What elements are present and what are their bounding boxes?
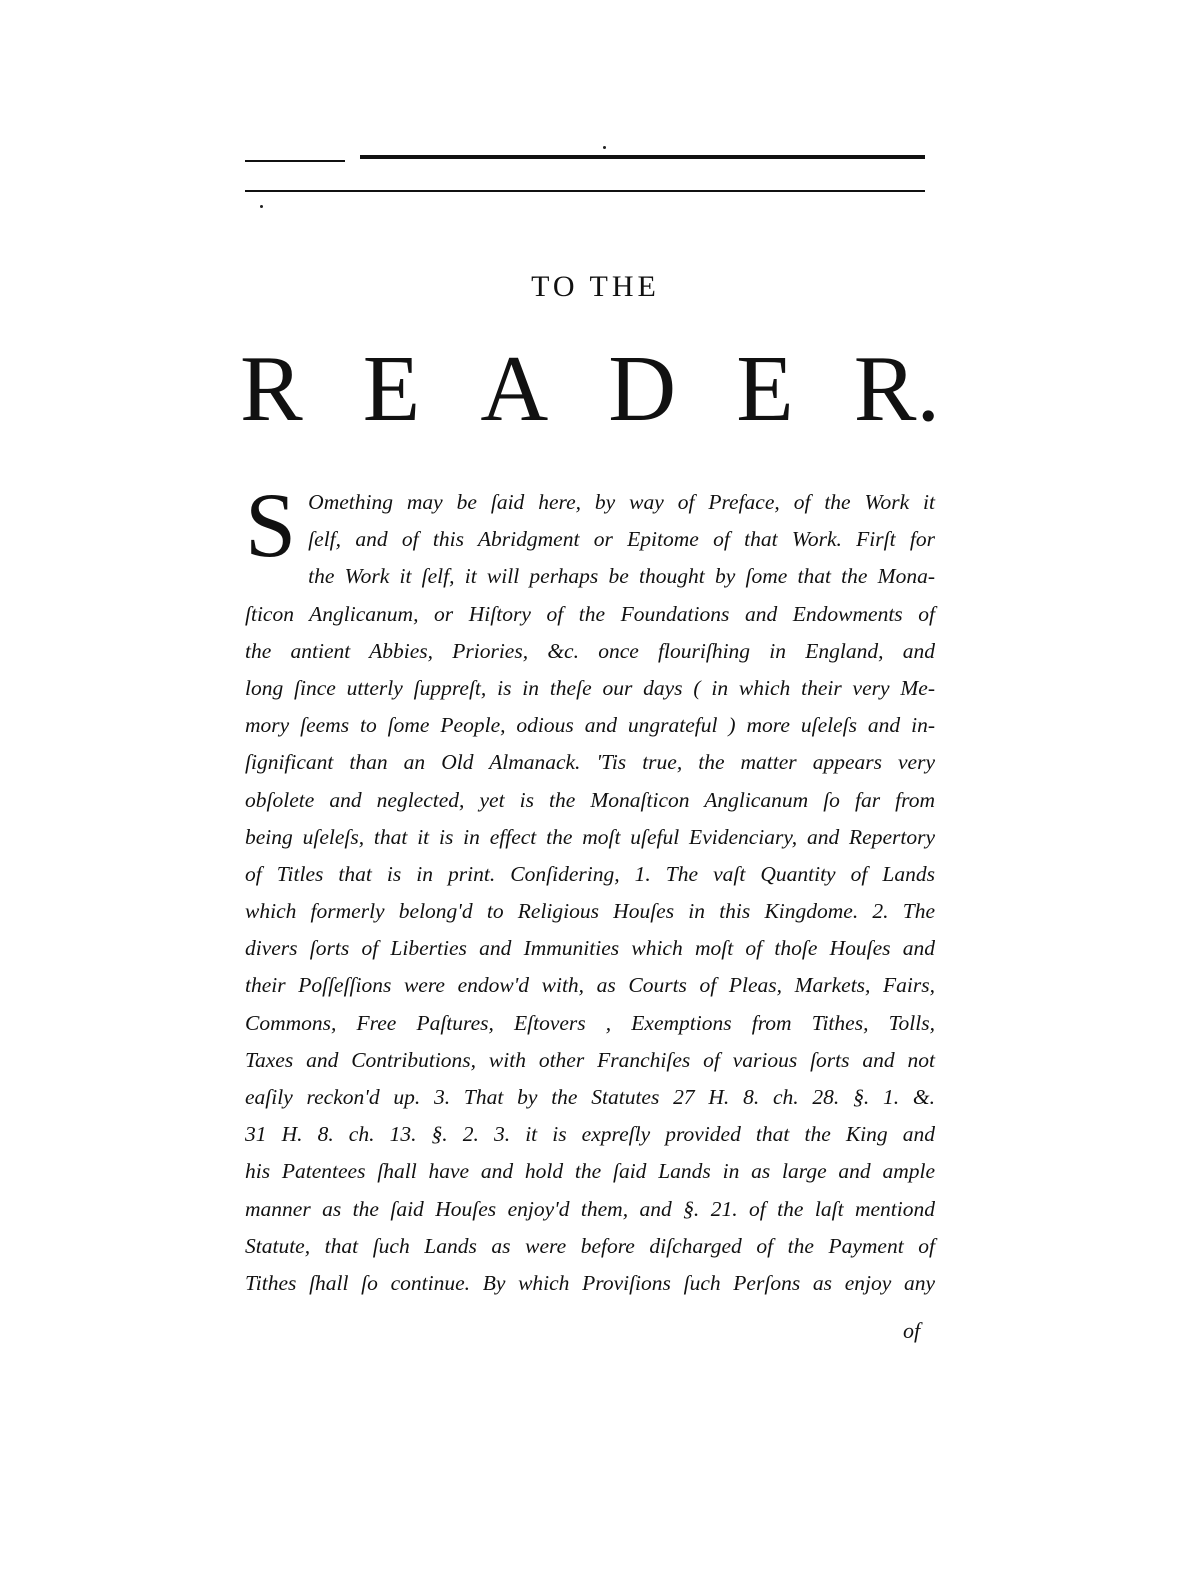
ink-speck [603, 146, 606, 149]
text-line: Tithes ſhall ſo continue. By which Proviſions ſuch Perſons as enjoy any [245, 1270, 935, 1295]
text-line: of Titles that is in print. Conſidering, 1. The vaſt Quantity of Lands [245, 861, 935, 886]
text-line: ſelf, and of this Abridgment or Epitome of that Work. Firſt for [308, 527, 935, 552]
text-line: divers ſorts of Liberties and Immunities which moſt of thoſe Houſes and [245, 936, 935, 961]
text-line: Statute, that ſuch Lands as were before diſcharged of the Payment of [245, 1233, 935, 1258]
text-line: obſolete and neglected, yet is the Monaſticon Anglicanum ſo far from [245, 787, 935, 812]
text-line: manner as the ſaid Houſes enjoy'd them, and §. 21. of the laſt mentiond [245, 1196, 935, 1221]
text-line: eaſily reckon'd up. 3. That by the Statutes 27 H. 8. ch. 28. §. 1. &. [245, 1085, 935, 1109]
text-line: the antient Abbies, Priories, &c. once flouriſhing in England, and [245, 638, 935, 663]
text-line: which formerly belong'd to Religious Houſes in this Kingdome. 2. The [245, 899, 935, 924]
text-line: being uſeleſs, that it is in effect the moſt uſeful Evidenciary, and Repertory [245, 824, 935, 849]
heading-letter: E [362, 337, 421, 441]
heading-to-the: TO THE [531, 270, 660, 303]
text-line: Taxes and Contributions, with other Franchiſes of various ſorts and not [245, 1047, 935, 1072]
text-line: the Work it ſelf, it will perhaps be thought by ſome that the Mona- [308, 564, 935, 589]
heading-letter: A [480, 337, 549, 441]
heading-letter: D [608, 337, 677, 441]
header-rule-thick [360, 155, 925, 159]
heading-letter: R [240, 337, 303, 441]
body-paragraph [245, 474, 935, 1302]
header-rule-short [245, 160, 345, 162]
heading-letter: R. [853, 337, 940, 441]
header-rule-thin [245, 190, 925, 192]
text-line: ſignificant than an Old Almanack. 'Tis true, the matter appears very [245, 750, 935, 775]
catchword: of [903, 1318, 921, 1343]
text-line: 31 H. 8. ch. 13. §. 2. 3. it is expreſly provided that the King and [245, 1122, 935, 1147]
ink-speck [260, 205, 263, 208]
heading-letter: E [736, 337, 794, 441]
text-line: Omething may be ſaid here, by way of Preface, of the Work it [308, 490, 935, 514]
text-line: long ſince utterly ſuppreſt, is in theſe our days ( in which their very Me- [245, 675, 935, 700]
text-line: mory ſeems to ſome People, odious and ungrateful ) more uſeleſs and in- [245, 713, 935, 738]
drop-cap: S [245, 474, 297, 576]
text-line: their Poſſeſſions were endow'd with, as Courts of Pleas, Markets, Fairs, [245, 973, 935, 998]
text-line: Commons, Free Paſtures, Eſtovers , Exemptions from Tithes, Tolls, [245, 1010, 935, 1035]
text-line: ſticon Anglicanum, or Hiſtory of the Foundations and Endowments of [245, 601, 935, 626]
text-line: his Patentees ſhall have and hold the ſaid Lands in as large and ample [245, 1159, 935, 1184]
heading-reader [240, 337, 940, 441]
